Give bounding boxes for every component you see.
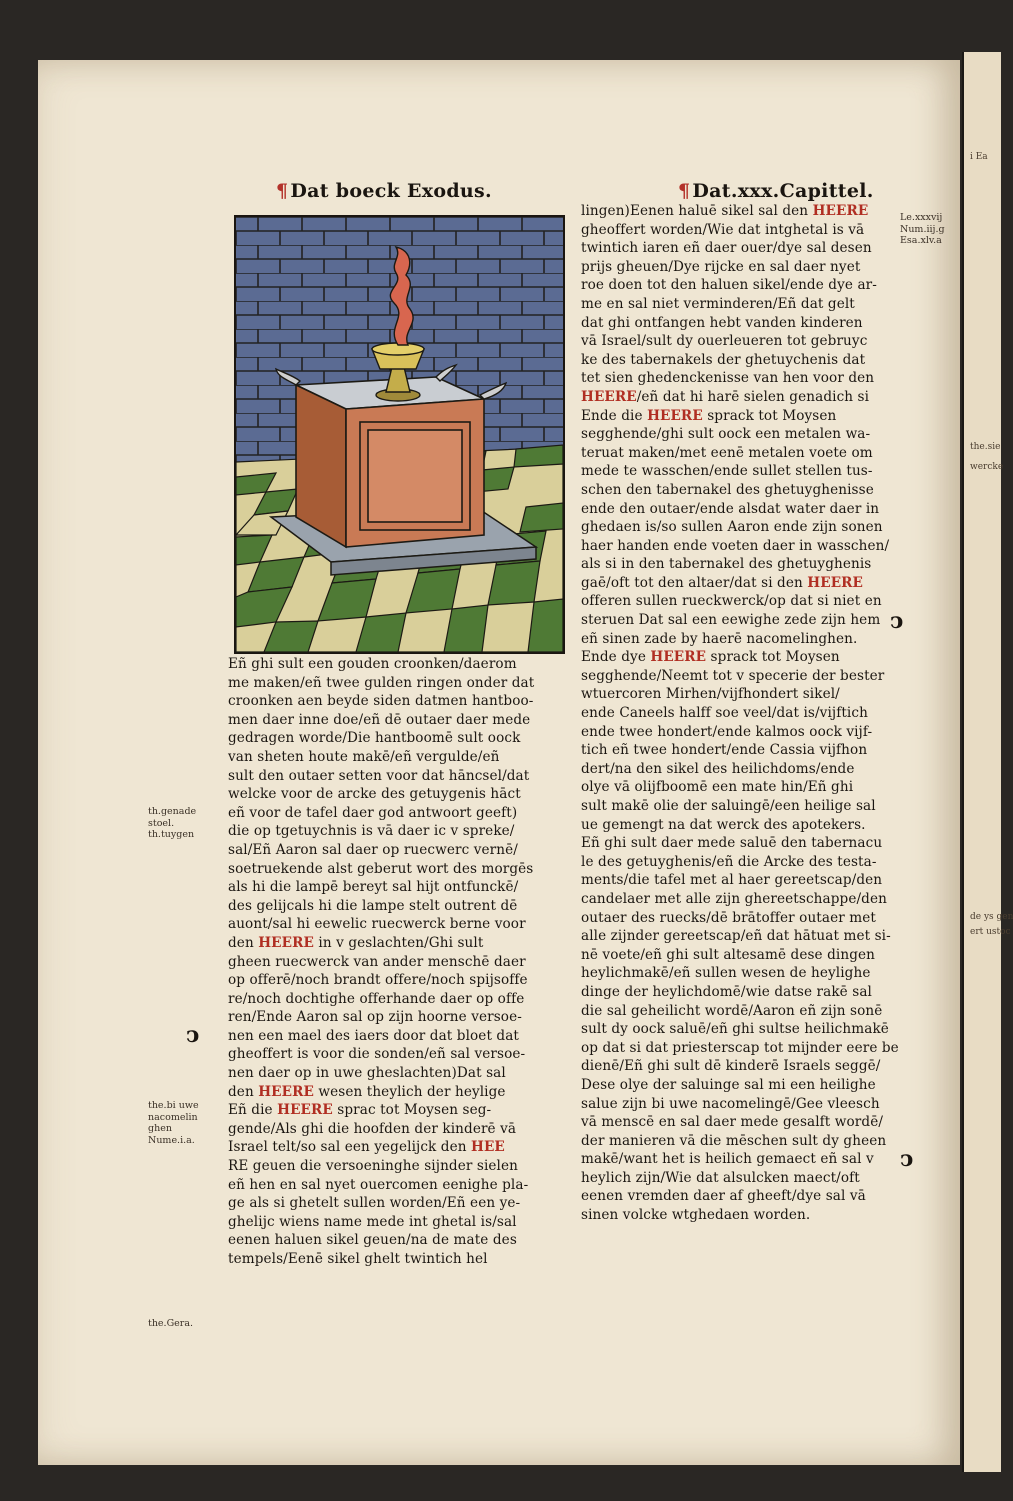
text-line: eñ voor de tafel daer god antwoort geeft) <box>228 804 518 821</box>
text-line: ghelijc wiens name mede int ghetal is/sal <box>228 1213 517 1230</box>
text-line: gheoffert worden/Wie dat intghetal is vā <box>581 221 865 238</box>
text-line: welcke voor de arcke des getuygenis hāct <box>228 786 521 803</box>
marginal-note-line: stoel. <box>148 817 175 829</box>
text-line: als si in den tabernakel des ghetuyghenis <box>581 556 872 573</box>
marginal-note <box>900 212 945 247</box>
text-line: me en sal niet verminderen/Eñ dat gelt <box>581 295 855 312</box>
text-line: candelaer met alle zijn ghereetschappe/den <box>581 890 887 907</box>
pilcrow-icon: ¶ <box>678 180 691 202</box>
text-line: als hi die lampē bereyt sal hijt ontfunckē/ <box>228 879 519 896</box>
text-line: ments/die tafel met al haer gereetscap/den <box>581 872 883 889</box>
text-column-left <box>228 655 578 1269</box>
marginal-note-line: the.Gera. <box>148 1318 194 1329</box>
marginal-note-line: th.tuygen <box>148 829 195 840</box>
book-page <box>38 60 960 1465</box>
text-line: ren/Ende Aaron sal op zijn hoorne versoe- <box>228 1009 522 1026</box>
text-line: gheen ruecwerck van ander menschē daer <box>228 953 526 970</box>
marginal-note-line: Num.iij.g <box>900 223 945 235</box>
text-line: prijs gheuen/Dye rijcke en sal daer nyet <box>581 258 861 275</box>
marginal-note-line: nacomelin <box>148 1111 198 1123</box>
text-line: Ende dye HEERE sprack tot Moysen <box>581 649 840 666</box>
text-line: steruen Dat sal een eewighe zede zijn hem <box>581 612 881 629</box>
text-line: segghende/Neemt tot v specerie der bester <box>581 667 885 684</box>
text-line: eñ hen en sal nyet ouercomen eenighe pla- <box>228 1176 529 1193</box>
text-line: der manieren vā die mēschen sult dy gheen <box>581 1132 887 1149</box>
marginal-note-line: Esa.xlv.a <box>900 235 942 246</box>
text-line: soetruekende alst geberut wort des morgēs <box>228 860 534 877</box>
text-line: heylich zijn/Wie dat alsulcken maect/oft <box>581 1169 860 1186</box>
text-line: sult dy oock saluē/eñ ghi sultse heilichmakē <box>581 1021 889 1038</box>
text-line: gheoffert is voor die sonden/eñ sal versoe- <box>228 1046 526 1063</box>
text-line: ende twee hondert/ende kalmos oock vijf- <box>581 723 873 740</box>
text-line: ende den outaer/ende alsdat water daer in <box>581 500 880 517</box>
text-line: salue zijn bi uwe nacomelingē/Gee vleesch <box>581 1095 880 1112</box>
text-line: vā Israel/sult dy ouerleueren tot gebruyc <box>581 333 868 350</box>
text-line: ue gemengt na dat werck des apotekers. <box>581 816 866 833</box>
text-line: sult den outaer setten voor dat hāncsel/dat <box>228 767 530 784</box>
text-line: Eñ die HEERE sprac tot Moysen seg- <box>228 1102 492 1119</box>
marginal-note-line: th.genade <box>148 806 197 817</box>
text-line: den HEERE wesen theylich der heylige <box>228 1083 506 1100</box>
text-line: haer handen ende voeten daer in wasschen/ <box>581 537 890 554</box>
altar-block <box>296 377 484 547</box>
text-line: croonken aen beyde siden datmen hantboo- <box>228 693 534 710</box>
text-line: sult makē olie der saluingē/een heilige sal <box>581 798 876 814</box>
text-line: eenen vremden daer af gheeft/dye sal vā <box>581 1188 866 1205</box>
text-line: sinen volcke wtghedaen worden. <box>581 1207 811 1224</box>
text-line: vā menscē en sal daer mede gesalft wordē/ <box>581 1114 884 1131</box>
text-line: schen den tabernakel des ghetuyghenisse <box>581 481 874 498</box>
facing-note: the.sie <box>970 442 1001 452</box>
text-line: nen daer op in uwe gheslachten)Dat sal <box>228 1065 506 1082</box>
running-head-right: ¶ Dat.xxx.Capittel. <box>678 180 874 202</box>
altar-woodcut-illustration <box>234 215 565 654</box>
marginal-note <box>148 806 196 841</box>
text-line: wtuercoren Mirhen/vijfhondert sikel/ <box>581 686 840 703</box>
text-line: tich eñ twee hondert/ende Cassia vijfhon <box>581 742 868 759</box>
text-line: den HEERE in v geslachten/Ghi sult <box>228 934 484 951</box>
paragraph-mark-icon: ↄ <box>900 1146 914 1172</box>
text-line: RE geuen die versoeninghe sijnder sielen <box>228 1158 518 1175</box>
facing-page-edge <box>962 52 1013 1472</box>
text-line: le des getuyghenis/eñ die Arcke des testa- <box>581 853 877 870</box>
text-line: tempels/Eenē sikel ghelt twintich hel <box>228 1251 488 1267</box>
facing-note: wercke <box>970 462 1004 472</box>
text-line: me maken/eñ twee gulden ringen onder dat <box>228 674 535 691</box>
text-line: Israel telt/so sal een yegelijck den HEE <box>228 1139 505 1156</box>
text-line: lingen)Eenen haluē sikel sal den HEERE <box>581 203 869 219</box>
text-line: dert/na den sikel des heilichdoms/ende <box>581 760 855 777</box>
text-line: Ende die HEERE sprack tot Moysen <box>581 407 837 424</box>
marginal-note-line: Le.xxxvij <box>900 212 943 223</box>
marginal-note-line: the.bi uwe <box>148 1100 199 1111</box>
text-line: tet sien ghedenckenisse van hen voor den <box>581 370 875 387</box>
text-line: van sheten houte makē/eñ vergulde/eñ <box>228 748 500 765</box>
text-line: heylichmakē/eñ sullen wesen de heylighe <box>581 965 871 982</box>
text-line: die op tgetuychnis is vā daer ic v spreke/ <box>228 823 515 840</box>
text-line: dat ghi ontfangen hebt vanden kinderen <box>581 314 863 331</box>
text-line: olye vā olijfboomē een mate hin/Eñ ghi <box>581 779 854 796</box>
text-line: segghende/ghi sult oock een metalen wa- <box>581 426 871 443</box>
text-line: dienē/Eñ ghi sult dē kinderē Israels seggē/ <box>581 1058 881 1075</box>
text-line: gaē/oft tot den altaer/dat si den HEERE <box>581 574 864 591</box>
text-line: des gelijcals hi die lampe stelt outrent dē <box>228 897 518 914</box>
text-line: HEERE/eñ dat hi harē sielen genadich si <box>581 388 870 405</box>
text-line: dinge der heylichdomē/wie datse rakē sal <box>581 983 872 1000</box>
text-line: mede te wasschen/ende sullet stellen tus- <box>581 463 873 480</box>
text-line: ende Caneels halff soe veel/dat is/vijftich <box>581 705 868 722</box>
text-line: re/noch dochtighe offerhande daer op offe <box>228 990 525 1007</box>
text-line: op dat si dat priesterscap tot mijnder eere be <box>581 1039 899 1056</box>
text-line: eenen haluen sikel geuen/na de mate des <box>228 1232 517 1249</box>
text-line: outaer des ruecks/dē brātoffer outaer met <box>581 909 876 926</box>
text-line: makē/want het is heilich gemaect eñ sal v <box>581 1151 874 1168</box>
text-line: op offerē/noch brandt offere/noch spijsoffe <box>228 972 528 989</box>
text-line: nen een mael des iaers door dat bloet dat <box>228 1027 519 1044</box>
text-line: men daer inne doe/eñ dē outaer daer mede <box>228 711 531 728</box>
text-line: eñ sinen zade by haerē nacomelinghen. <box>581 630 858 647</box>
text-line: gende/Als ghi die hoofden der kinderē vā <box>228 1120 517 1137</box>
text-line: Eñ ghi sult een gouden croonken/daerom <box>228 656 517 672</box>
marginal-note-line: ghen <box>148 1123 172 1134</box>
text-column-right <box>581 202 931 1225</box>
text-line: Eñ ghi sult daer mede saluē den tabernacu <box>581 835 883 852</box>
text-line: ge als si ghetelt sullen worden/Eñ een ye- <box>228 1195 521 1212</box>
marginal-note-line: Nume.i.a. <box>148 1134 195 1146</box>
text-line: nē voete/eñ ghi sult altesamē dese dingen <box>581 946 876 963</box>
text-line: gedragen worde/Die hantboomē sult oock <box>228 730 521 747</box>
paragraph-mark-icon: ↄ <box>186 1022 200 1048</box>
pilcrow-icon: ¶ <box>276 180 289 202</box>
altar-icon <box>236 217 563 652</box>
marginal-note <box>148 1318 193 1330</box>
text-line: auont/sal hi eewelic ruecwerck berne voor <box>228 916 526 933</box>
text-line: ke des tabernakels der ghetuychenis dat <box>581 351 866 368</box>
text-line: teruat maken/met eenē metalen voete om <box>581 444 873 461</box>
text-line: sal/Eñ Aaron sal daer op ruecwerc vernē/ <box>228 841 518 858</box>
text-line: roe doen tot den haluen sikel/ende dye ar- <box>581 277 877 294</box>
text-line: ghedaen is/so sullen Aaron ende zijn sonen <box>581 519 883 536</box>
facing-note: i Ea <box>970 152 988 162</box>
paragraph-mark-icon: ↄ <box>890 608 904 634</box>
marginal-note <box>148 1100 199 1146</box>
text-line: alle zijnder gereetscap/eñ dat hātuat met si- <box>581 928 891 945</box>
text-line: offeren sullen rueckwerck/op dat si niet en <box>581 593 882 610</box>
facing-note: de ys gen <box>970 912 1013 922</box>
running-head-left: ¶ Dat boeck Exodus. <box>276 180 492 202</box>
text-line: twintich iaren eñ daer ouer/dye sal desen <box>581 240 872 257</box>
text-line: die sal geheilicht wordē/Aaron eñ zijn sonē <box>581 1002 883 1019</box>
facing-note: ert ustoc <box>970 927 1011 937</box>
text-line: Dese olye der saluinge sal mi een heilighe <box>581 1076 876 1093</box>
